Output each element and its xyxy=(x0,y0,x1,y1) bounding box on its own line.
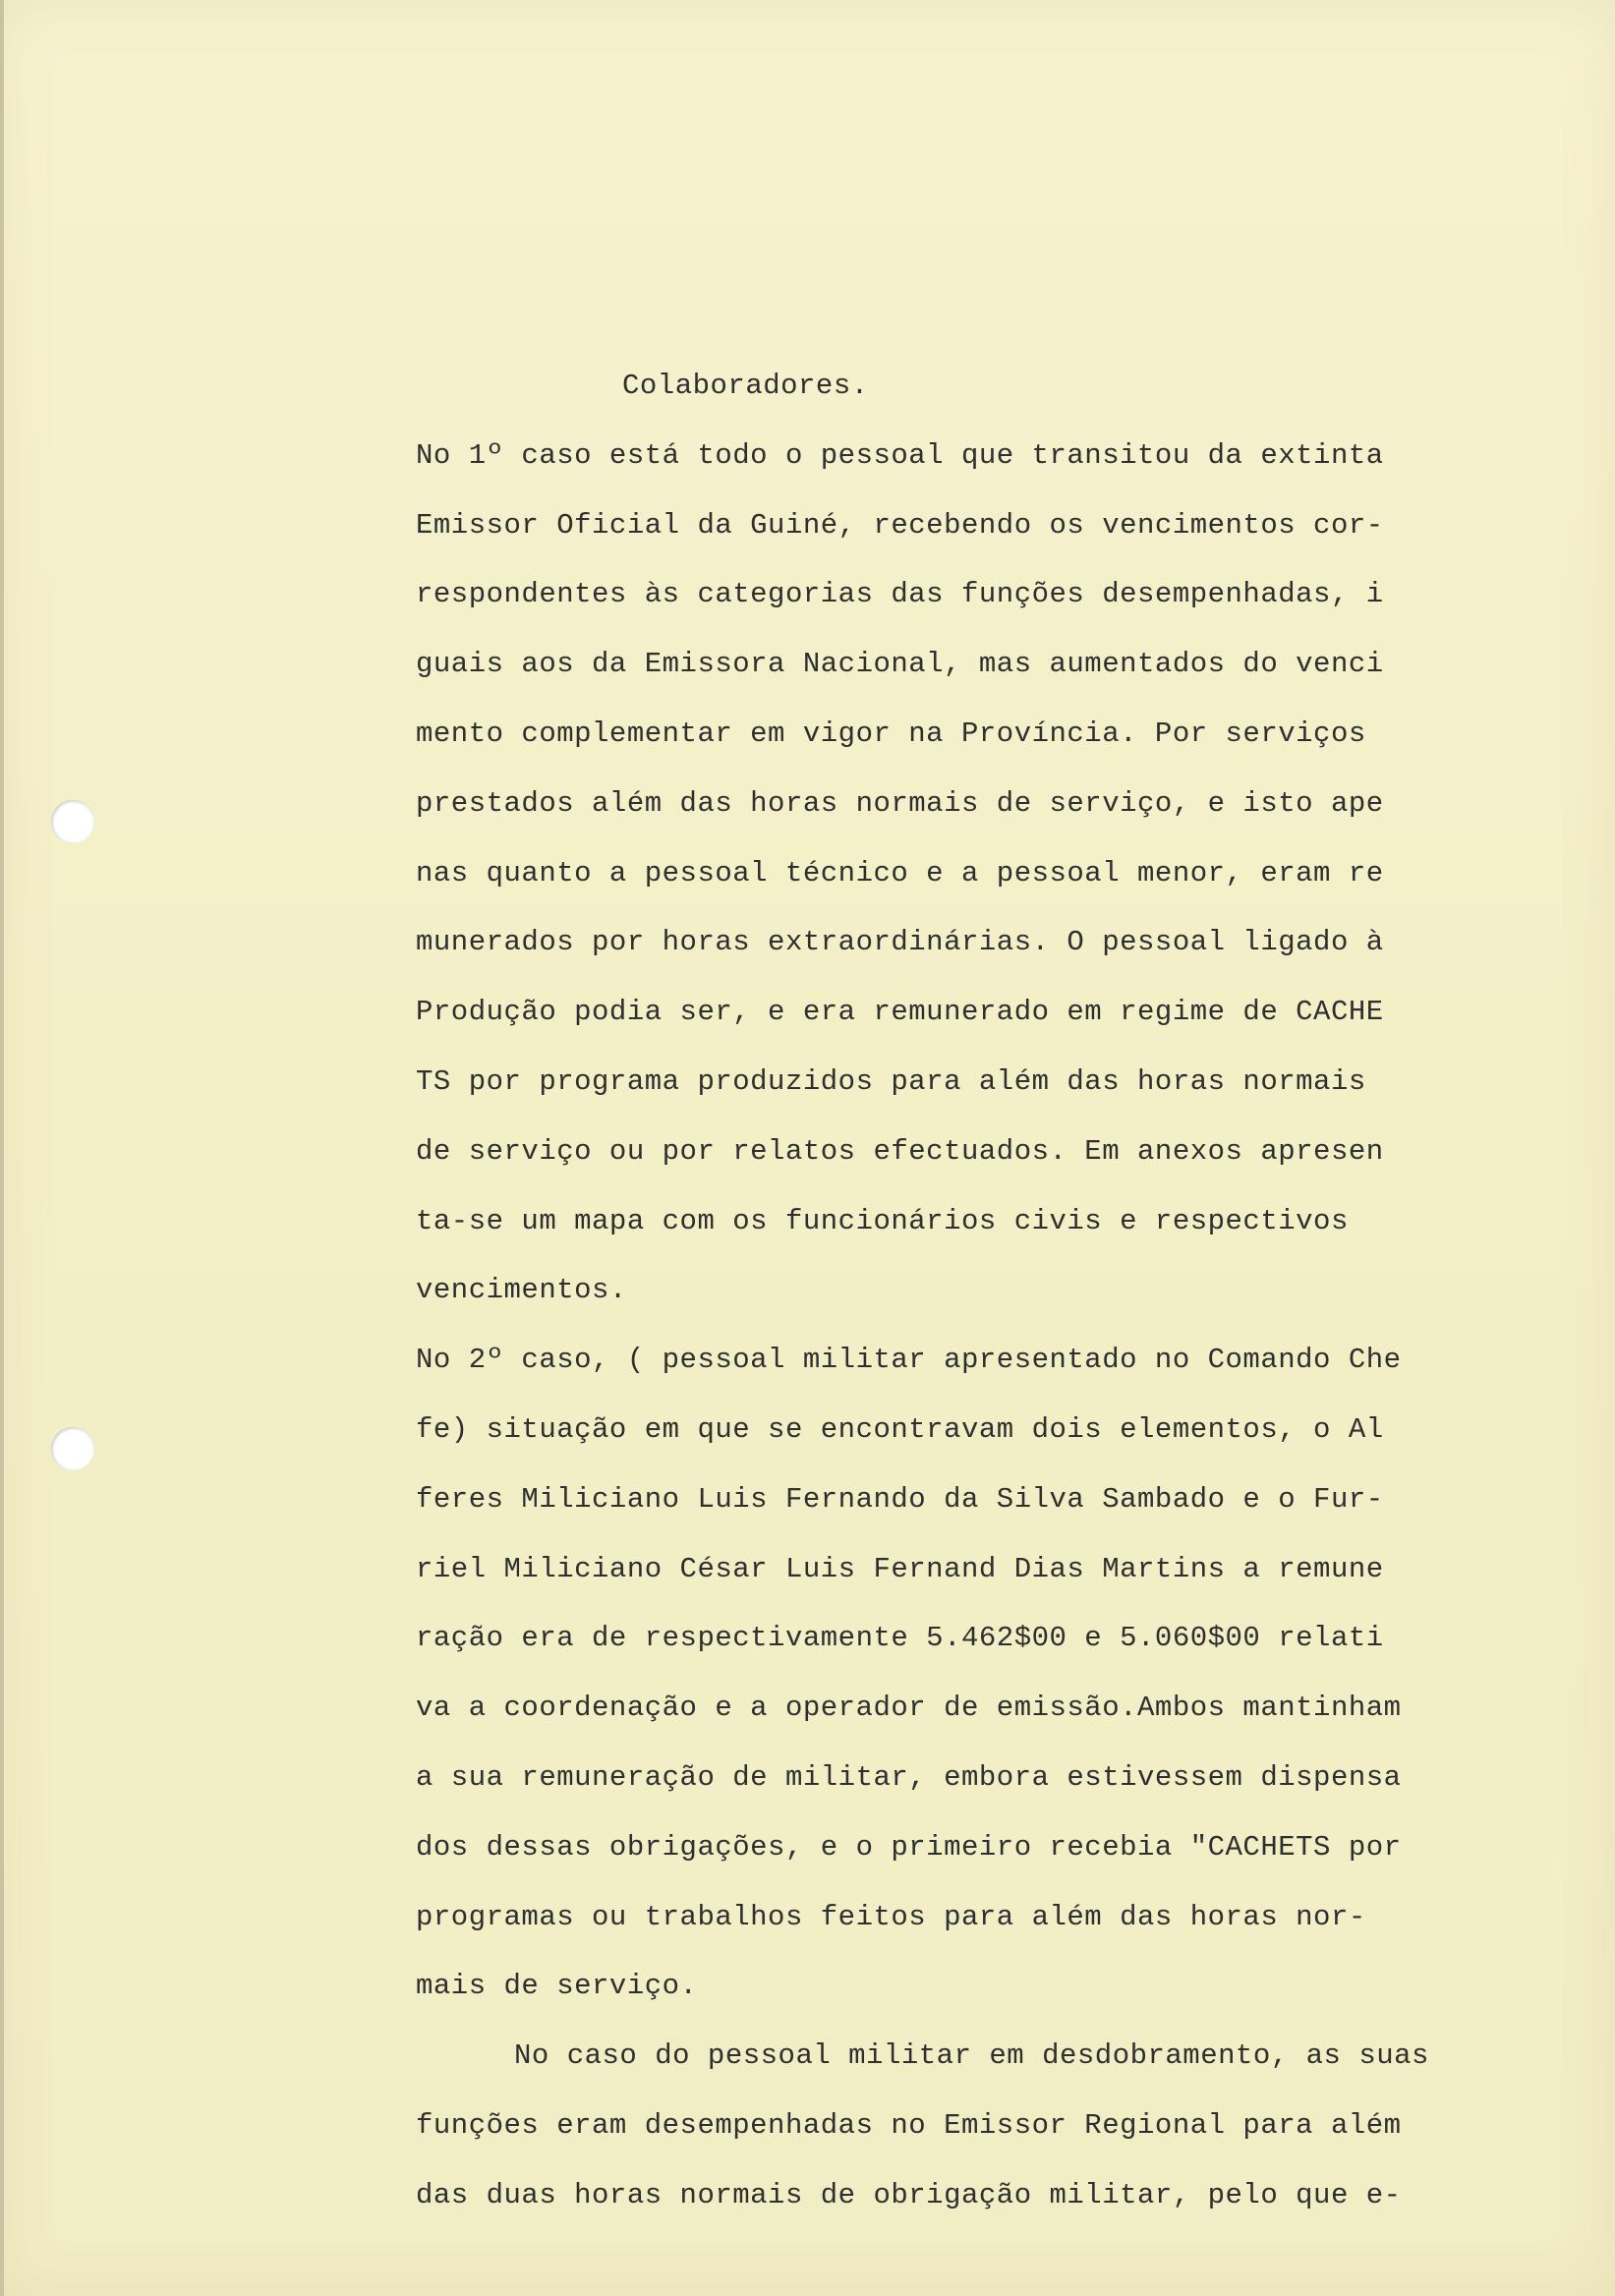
text-line: das duas horas normais de obrigação militar, pelo que e- xyxy=(416,2178,1402,2211)
text-line: programas ou trabalhos feitos para além das horas nor- xyxy=(416,1900,1366,1933)
text-line: No caso do pessoal militar em desdobramento, as suas xyxy=(514,2039,1429,2073)
punch-hole xyxy=(51,1427,94,1470)
text-line: de serviço ou por relatos efectuados. Em anexos apresen xyxy=(416,1134,1384,1168)
text-line: riel Miliciano César Luis Fernand Dias Martins a remune xyxy=(416,1552,1384,1585)
text-line: a sua remuneração de militar, embora estivessem dispensa xyxy=(416,1760,1402,1794)
text-line: guais aos da Emissora Nacional, mas aumentados do venci xyxy=(416,648,1384,681)
text-line: No 2º caso, ( pessoal militar apresentado no Comando Che xyxy=(416,1344,1402,1377)
text-line: mais de serviço. xyxy=(416,1970,698,2003)
text-line: TS por programa produzidos para além das horas normais xyxy=(416,1064,1366,1098)
document-body xyxy=(416,352,1527,2231)
text-line: ração era de respectivamente 5.462$00 e 5.060$00 relati xyxy=(416,1622,1384,1655)
text-line: dos dessas obrigações, e o primeiro recebia "CACHETS por xyxy=(416,1830,1402,1864)
text-line: ta-se um mapa com os funcionários civis e respectivos xyxy=(416,1204,1349,1237)
section-heading: Colaboradores. xyxy=(622,370,869,402)
text-line: nas quanto a pessoal técnico e a pessoal menor, eram re xyxy=(416,856,1384,890)
text-line: prestados além das horas normais de serviço, e isto ape xyxy=(416,786,1384,820)
text-line: Emissor Oficial da Guiné, recebendo os vencimentos cor- xyxy=(416,508,1384,542)
text-line: vencimentos. xyxy=(416,1274,627,1307)
text-line: funções eram desempenhadas no Emissor Regional para além xyxy=(416,2108,1402,2142)
page-edge xyxy=(0,0,4,2296)
text-line: va a coordenação e a operador de emissão.Ambos mantinham xyxy=(416,1692,1402,1725)
text-line: Produção podia ser, e era remunerado em regime de CACHE xyxy=(416,996,1384,1029)
text-line: munerados por horas extraordinárias. O pessoal ligado à xyxy=(416,926,1384,959)
text-line: fe) situação em que se encontravam dois elementos, o Al xyxy=(416,1412,1384,1446)
punch-hole xyxy=(51,800,94,843)
text-line: mento complementar em vigor na Província. Por serviços xyxy=(416,717,1366,750)
text-line: respondentes às categorias das funções desempenhadas, i xyxy=(416,578,1384,611)
text-line: No 1º caso está todo o pessoal que transitou da extinta xyxy=(416,438,1384,472)
text-line: feres Miliciano Luis Fernando da Silva Sambado e o Fur- xyxy=(416,1482,1384,1516)
